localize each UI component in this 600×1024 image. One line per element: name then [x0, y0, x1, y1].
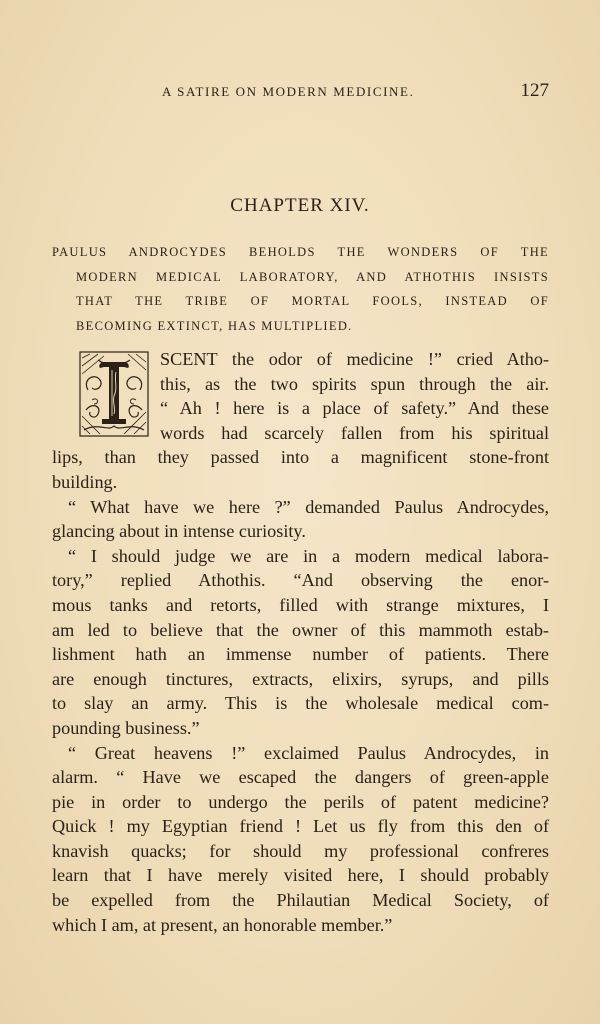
text-line: building. — [52, 471, 118, 492]
page-number: 127 — [520, 80, 549, 101]
text-line: am led to believe that the owner of this mammoth estab- — [52, 619, 549, 640]
text-line: “ I should judge we are in a modern medical labora- — [68, 545, 549, 566]
text-line: SCENT the odor of medicine !” cried Atho- — [160, 349, 549, 369]
text-line: mous tanks and retorts, filled with strange mixtures, I — [52, 594, 549, 615]
text-line: this, as the two spirits spun through the air. — [160, 373, 549, 394]
synopsis-line: PAULUS ANDROCYDES BEHOLDS THE WONDERS OF THE — [52, 245, 549, 259]
text-line: words had scarcely fallen from his spiritual — [160, 422, 549, 443]
text-line: to slay an army. This is the wholesale medical com- — [52, 693, 549, 714]
chapter-synopsis — [52, 240, 549, 338]
text-line: lips, than they passed into a magnificent stone-front — [52, 447, 549, 468]
text-line: be expelled from the Philautian Medical Society, of — [52, 890, 549, 911]
synopsis-line: THAT THE TRIBE OF MORTAL FOOLS, INSTEAD OF — [76, 294, 549, 308]
text-line: Quick ! my Egyptian friend ! Let us fly from this den of — [52, 816, 549, 837]
text-line: tory,” replied Athothis. “And observing the enor- — [52, 570, 549, 591]
synopsis-line: MODERN MEDICAL LABORATORY, AND ATHOTHIS INSISTS — [76, 269, 549, 284]
text-line: glancing about in intense curiosity. — [52, 521, 306, 542]
chapter-title: CHAPTER XIV. — [230, 195, 370, 216]
text-line: alarm. “ Have we escaped the dangers of green-apple — [52, 767, 549, 788]
text-line: “ What have we here ?” demanded Paulus Androcydes, — [68, 496, 549, 517]
text-line: which I am, at present, an honorable member.” — [52, 914, 393, 935]
text-line: “ Great heavens !” exclaimed Paulus Androcydes, in — [68, 742, 549, 763]
running-head — [52, 80, 549, 104]
text-line: “ Ah ! here is a place of safety.” And these — [160, 398, 549, 419]
running-title: A SATIRE ON MODERN MEDICINE. — [162, 84, 415, 99]
text-line: knavish quacks; for should my professional confreres — [52, 840, 549, 861]
text-line: lishment hath an immense number of patients. There — [52, 644, 549, 665]
text-line: learn that I have merely visited here, I should probably — [52, 865, 549, 886]
text-line: pie in order to undergo the perils of patent medicine? — [52, 791, 549, 812]
body-text — [52, 347, 549, 937]
text-line: pounding business.” — [52, 717, 200, 738]
synopsis-line: BECOMING EXTINCT, HAS MULTIPLIED. — [76, 318, 353, 333]
text-line: are enough tinctures, extracts, elixirs, syrups, and pills — [52, 668, 549, 689]
